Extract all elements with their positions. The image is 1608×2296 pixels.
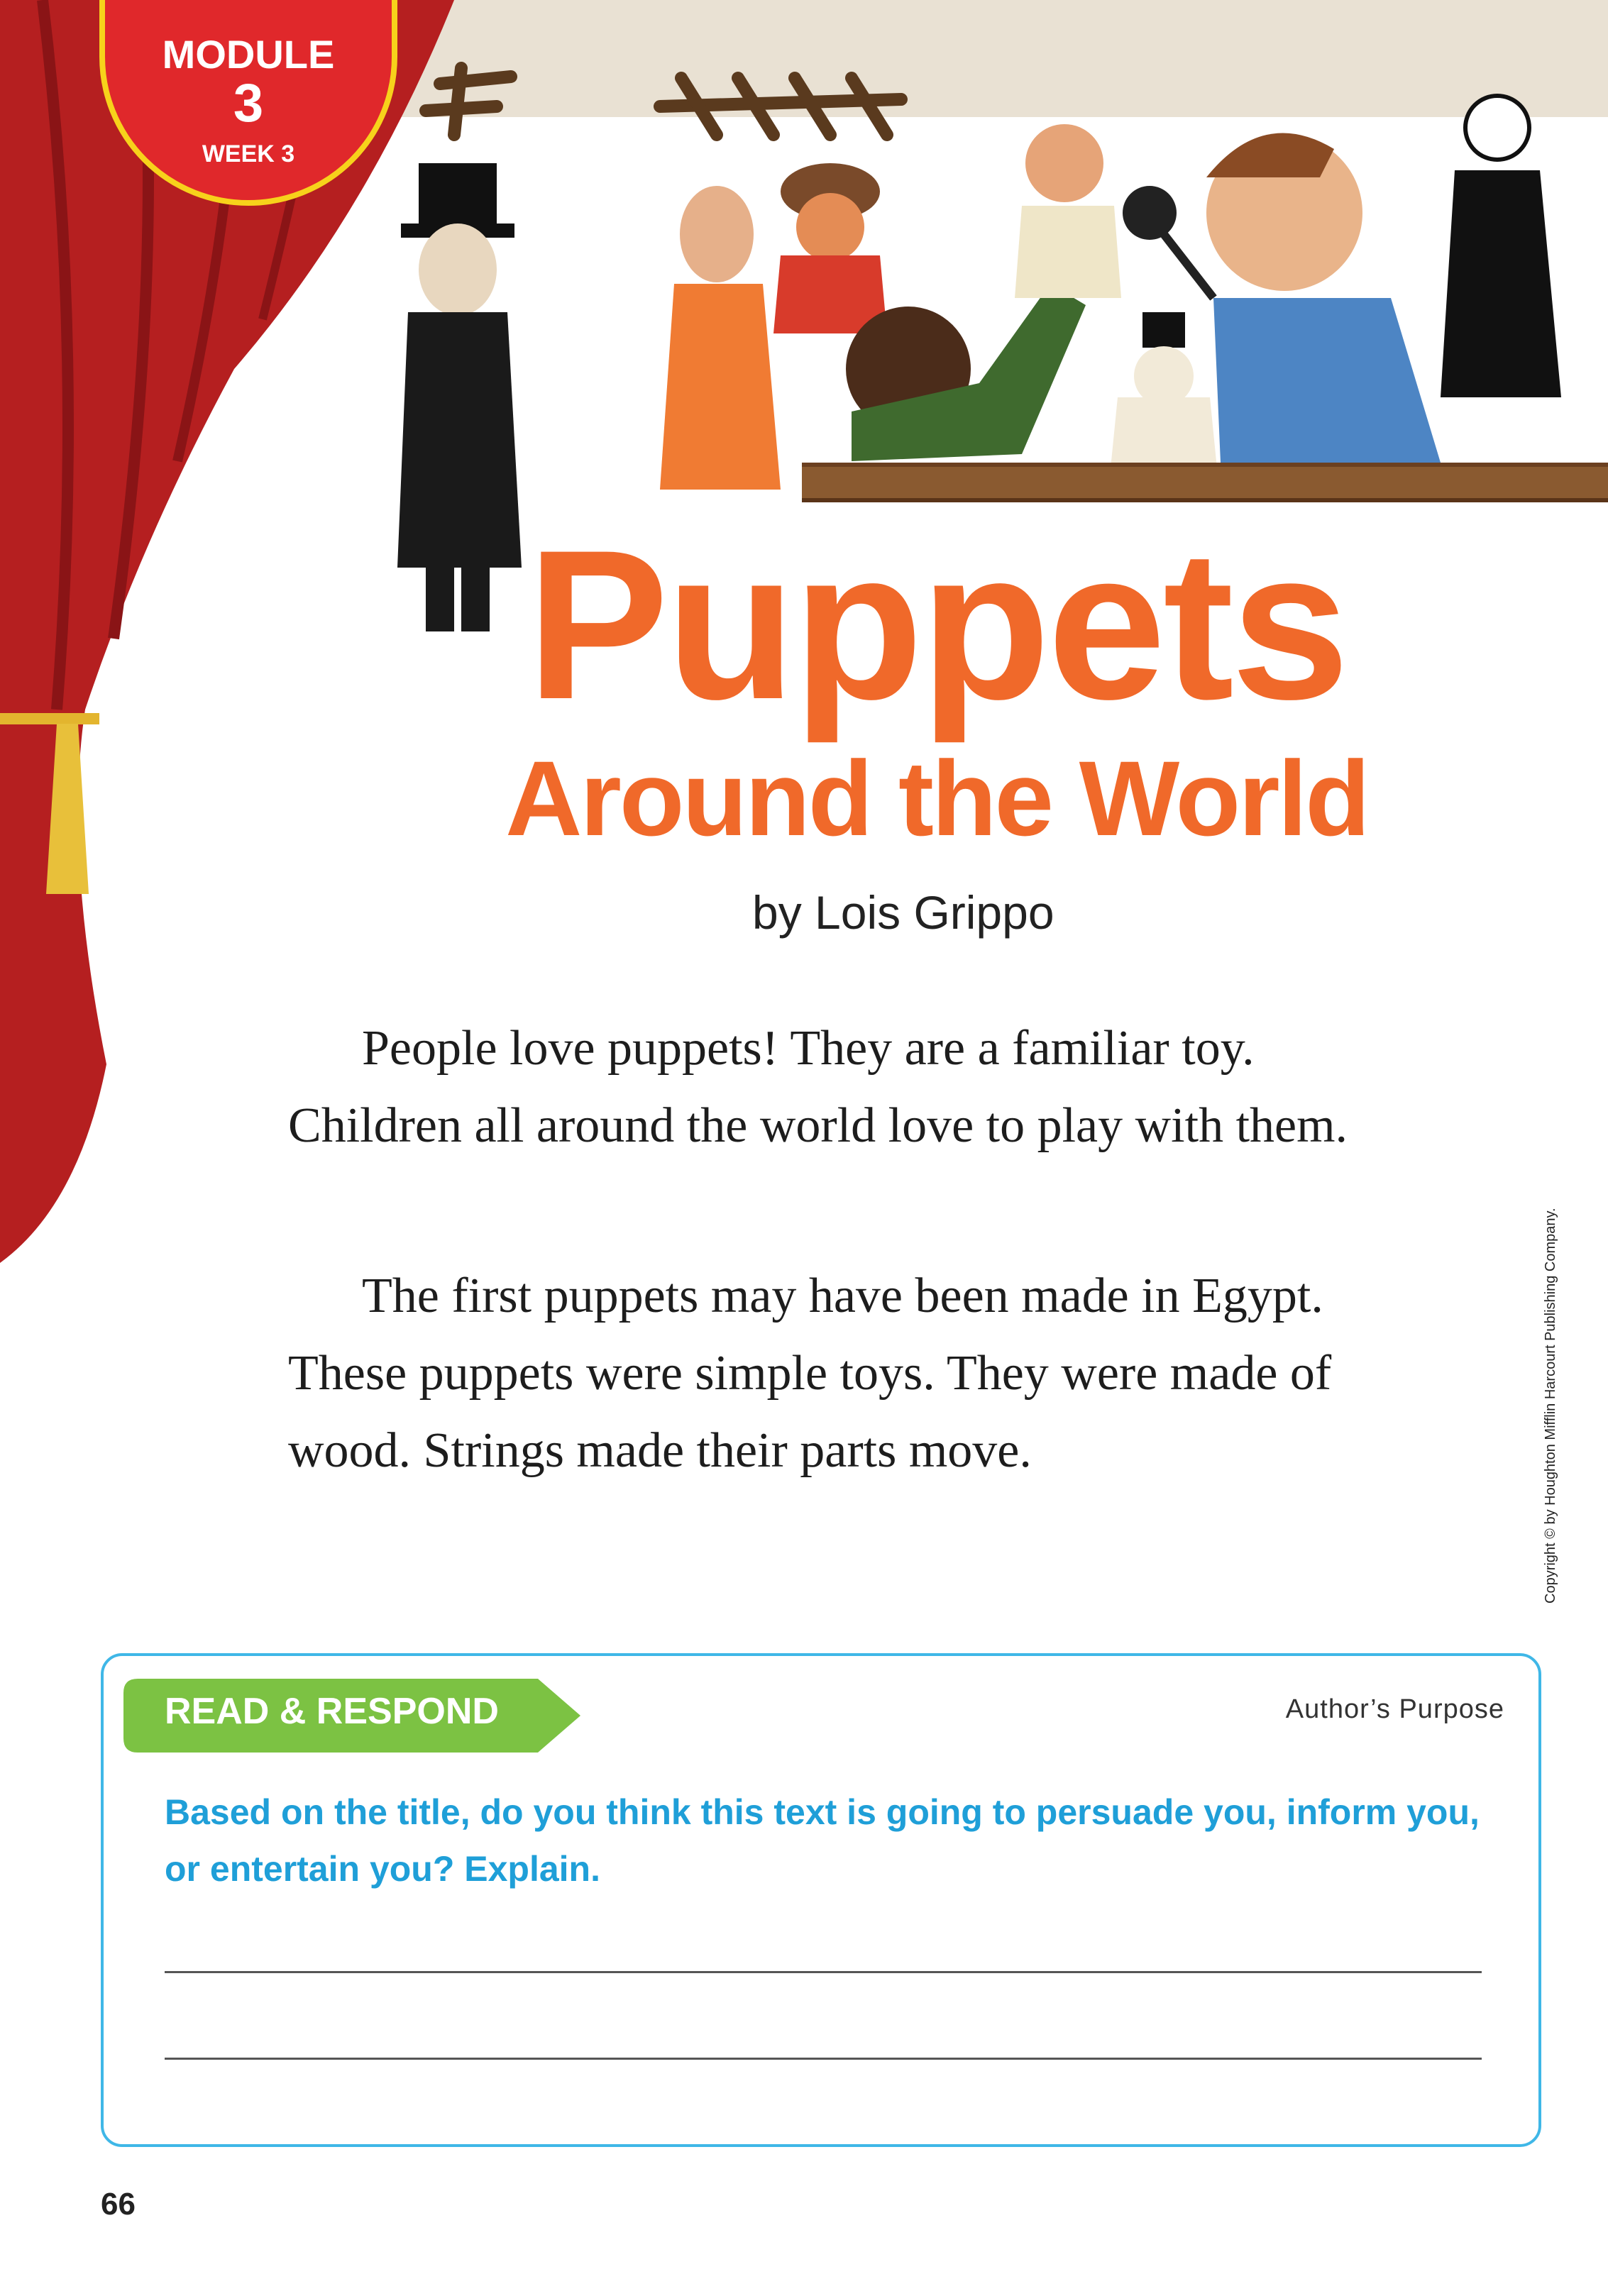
skill-label: Author’s Purpose: [1285, 1694, 1504, 1724]
hand-puppet: [1015, 124, 1121, 298]
snowman-puppet: [1111, 312, 1217, 468]
read-respond-label: READ & RESPOND: [165, 1691, 499, 1732]
red-doll-puppet: [773, 163, 887, 333]
copyright-notice: Copyright © by Houghton Mifflin Harcourt Publishing Company.: [1543, 1208, 1558, 1604]
page-number: 66: [101, 2187, 136, 2222]
module-number: 3: [233, 73, 264, 133]
byline: by Lois Grippo: [752, 886, 1054, 939]
module-label: MODULE: [162, 32, 335, 77]
answer-line-1[interactable]: [165, 1971, 1482, 1973]
puppet-shelf: [802, 463, 1608, 502]
answer-line-2[interactable]: [165, 2058, 1482, 2060]
shadow-puppet: [1441, 96, 1561, 397]
orange-puppet: [660, 186, 781, 490]
week-label: WEEK 3: [202, 140, 295, 167]
story-title: Puppets: [527, 505, 1347, 744]
control-bar-2: [660, 78, 901, 135]
paragraph-2: The first puppets may have been made in Egypt. These puppets were simple toys. They were made of wood. Strings made their parts move.: [288, 1269, 1332, 1478]
story-subtitle: Around the World: [505, 739, 1368, 858]
question-text: Based on the title, do you think this text is going to persuade you, inform you, or entertain you? Explain.: [165, 1792, 1480, 1889]
paragraph-1: People love puppets! They are a familiar toy. Children all around the world love to play with them.: [288, 1021, 1348, 1153]
